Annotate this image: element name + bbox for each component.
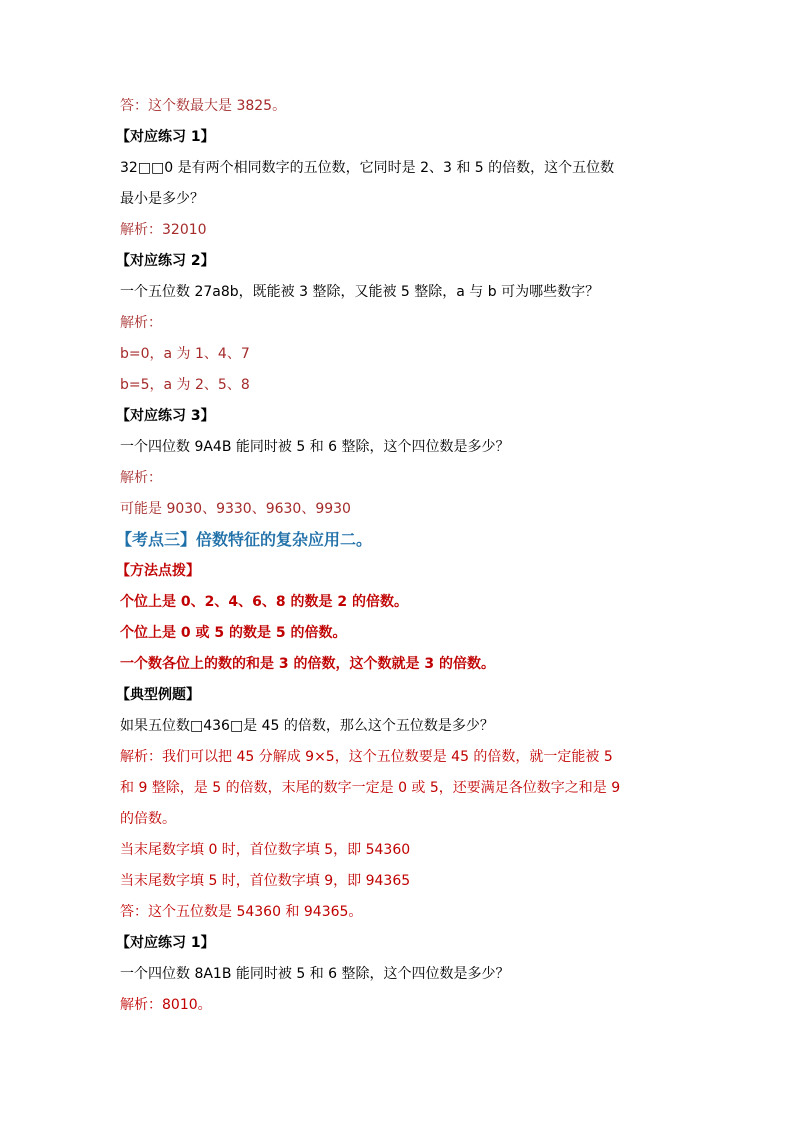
practice-1-question-line-1: 32□□0 是有两个相同数字的五位数，它同时是 2、3 和 5 的倍数，这个五位数	[120, 160, 615, 176]
method-rule-5: 个位上是 0 或 5 的数是 5 的倍数。	[120, 625, 347, 641]
example-case-0: 当末尾数字填 0 时，首位数字填 5，即 54360	[120, 842, 411, 858]
example-solution-line-2: 和 9 整除，是 5 的倍数，末尾的数字一定是 0 或 5，还要满足各位数字之和是 9	[120, 780, 621, 796]
practice-1-solution: 解析：32010	[120, 222, 207, 238]
practice-2-question: 一个五位数 27a8b，既能被 3 整除，又能被 5 整除，a 与 b 可为哪些数字？	[120, 284, 600, 300]
practice-2-heading: 【对应练习 2】	[116, 253, 215, 269]
practice-1-question-line-2: 最小是多少？	[120, 191, 204, 207]
practice-2-solution-case-2: b=5，a 为 2、5、8	[120, 377, 250, 393]
answer-line: 答：这个数最大是 3825。	[120, 98, 287, 114]
practice-3-heading: 【对应练习 3】	[116, 408, 215, 424]
practice-4-heading: 【对应练习 1】	[116, 935, 215, 951]
example-question: 如果五位数□436□是 45 的倍数，那么这个五位数是多少？	[120, 718, 494, 734]
example-solution-line-3: 的倍数。	[120, 811, 176, 827]
method-rule-3: 一个数各位上的数的和是 3 的倍数，这个数就是 3 的倍数。	[120, 656, 495, 672]
example-answer: 答：这个五位数是 54360 和 94365。	[120, 904, 363, 920]
document-page	[116, 93, 680, 1023]
practice-3-solution-label: 解析：	[120, 470, 162, 486]
practice-2-solution-label: 解析：	[120, 315, 162, 331]
practice-3-solution: 可能是 9030、9330、9630、9930	[120, 501, 351, 517]
practice-4-question: 一个四位数 8A1B 能同时被 5 和 6 整除，这个四位数是多少？	[120, 966, 510, 982]
practice-3-question: 一个四位数 9A4B 能同时被 5 和 6 整除，这个四位数是多少？	[120, 439, 510, 455]
method-heading: 【方法点拨】	[116, 563, 200, 579]
method-rule-2: 个位上是 0、2、4、6、8 的数是 2 的倍数。	[120, 594, 408, 610]
practice-4-solution: 解析：8010。	[120, 997, 212, 1013]
practice-1-heading: 【对应练习 1】	[116, 129, 215, 145]
example-heading: 【典型例题】	[116, 687, 200, 703]
section-heading: 【考点三】倍数特征的复杂应用二。	[116, 530, 373, 549]
practice-2-solution-case-1: b=0，a 为 1、4、7	[120, 346, 250, 362]
example-case-5: 当末尾数字填 5 时，首位数字填 9，即 94365	[120, 873, 411, 889]
example-solution-line-1: 解析：我们可以把 45 分解成 9×5，这个五位数要是 45 的倍数，就一定能被 5	[120, 749, 613, 765]
